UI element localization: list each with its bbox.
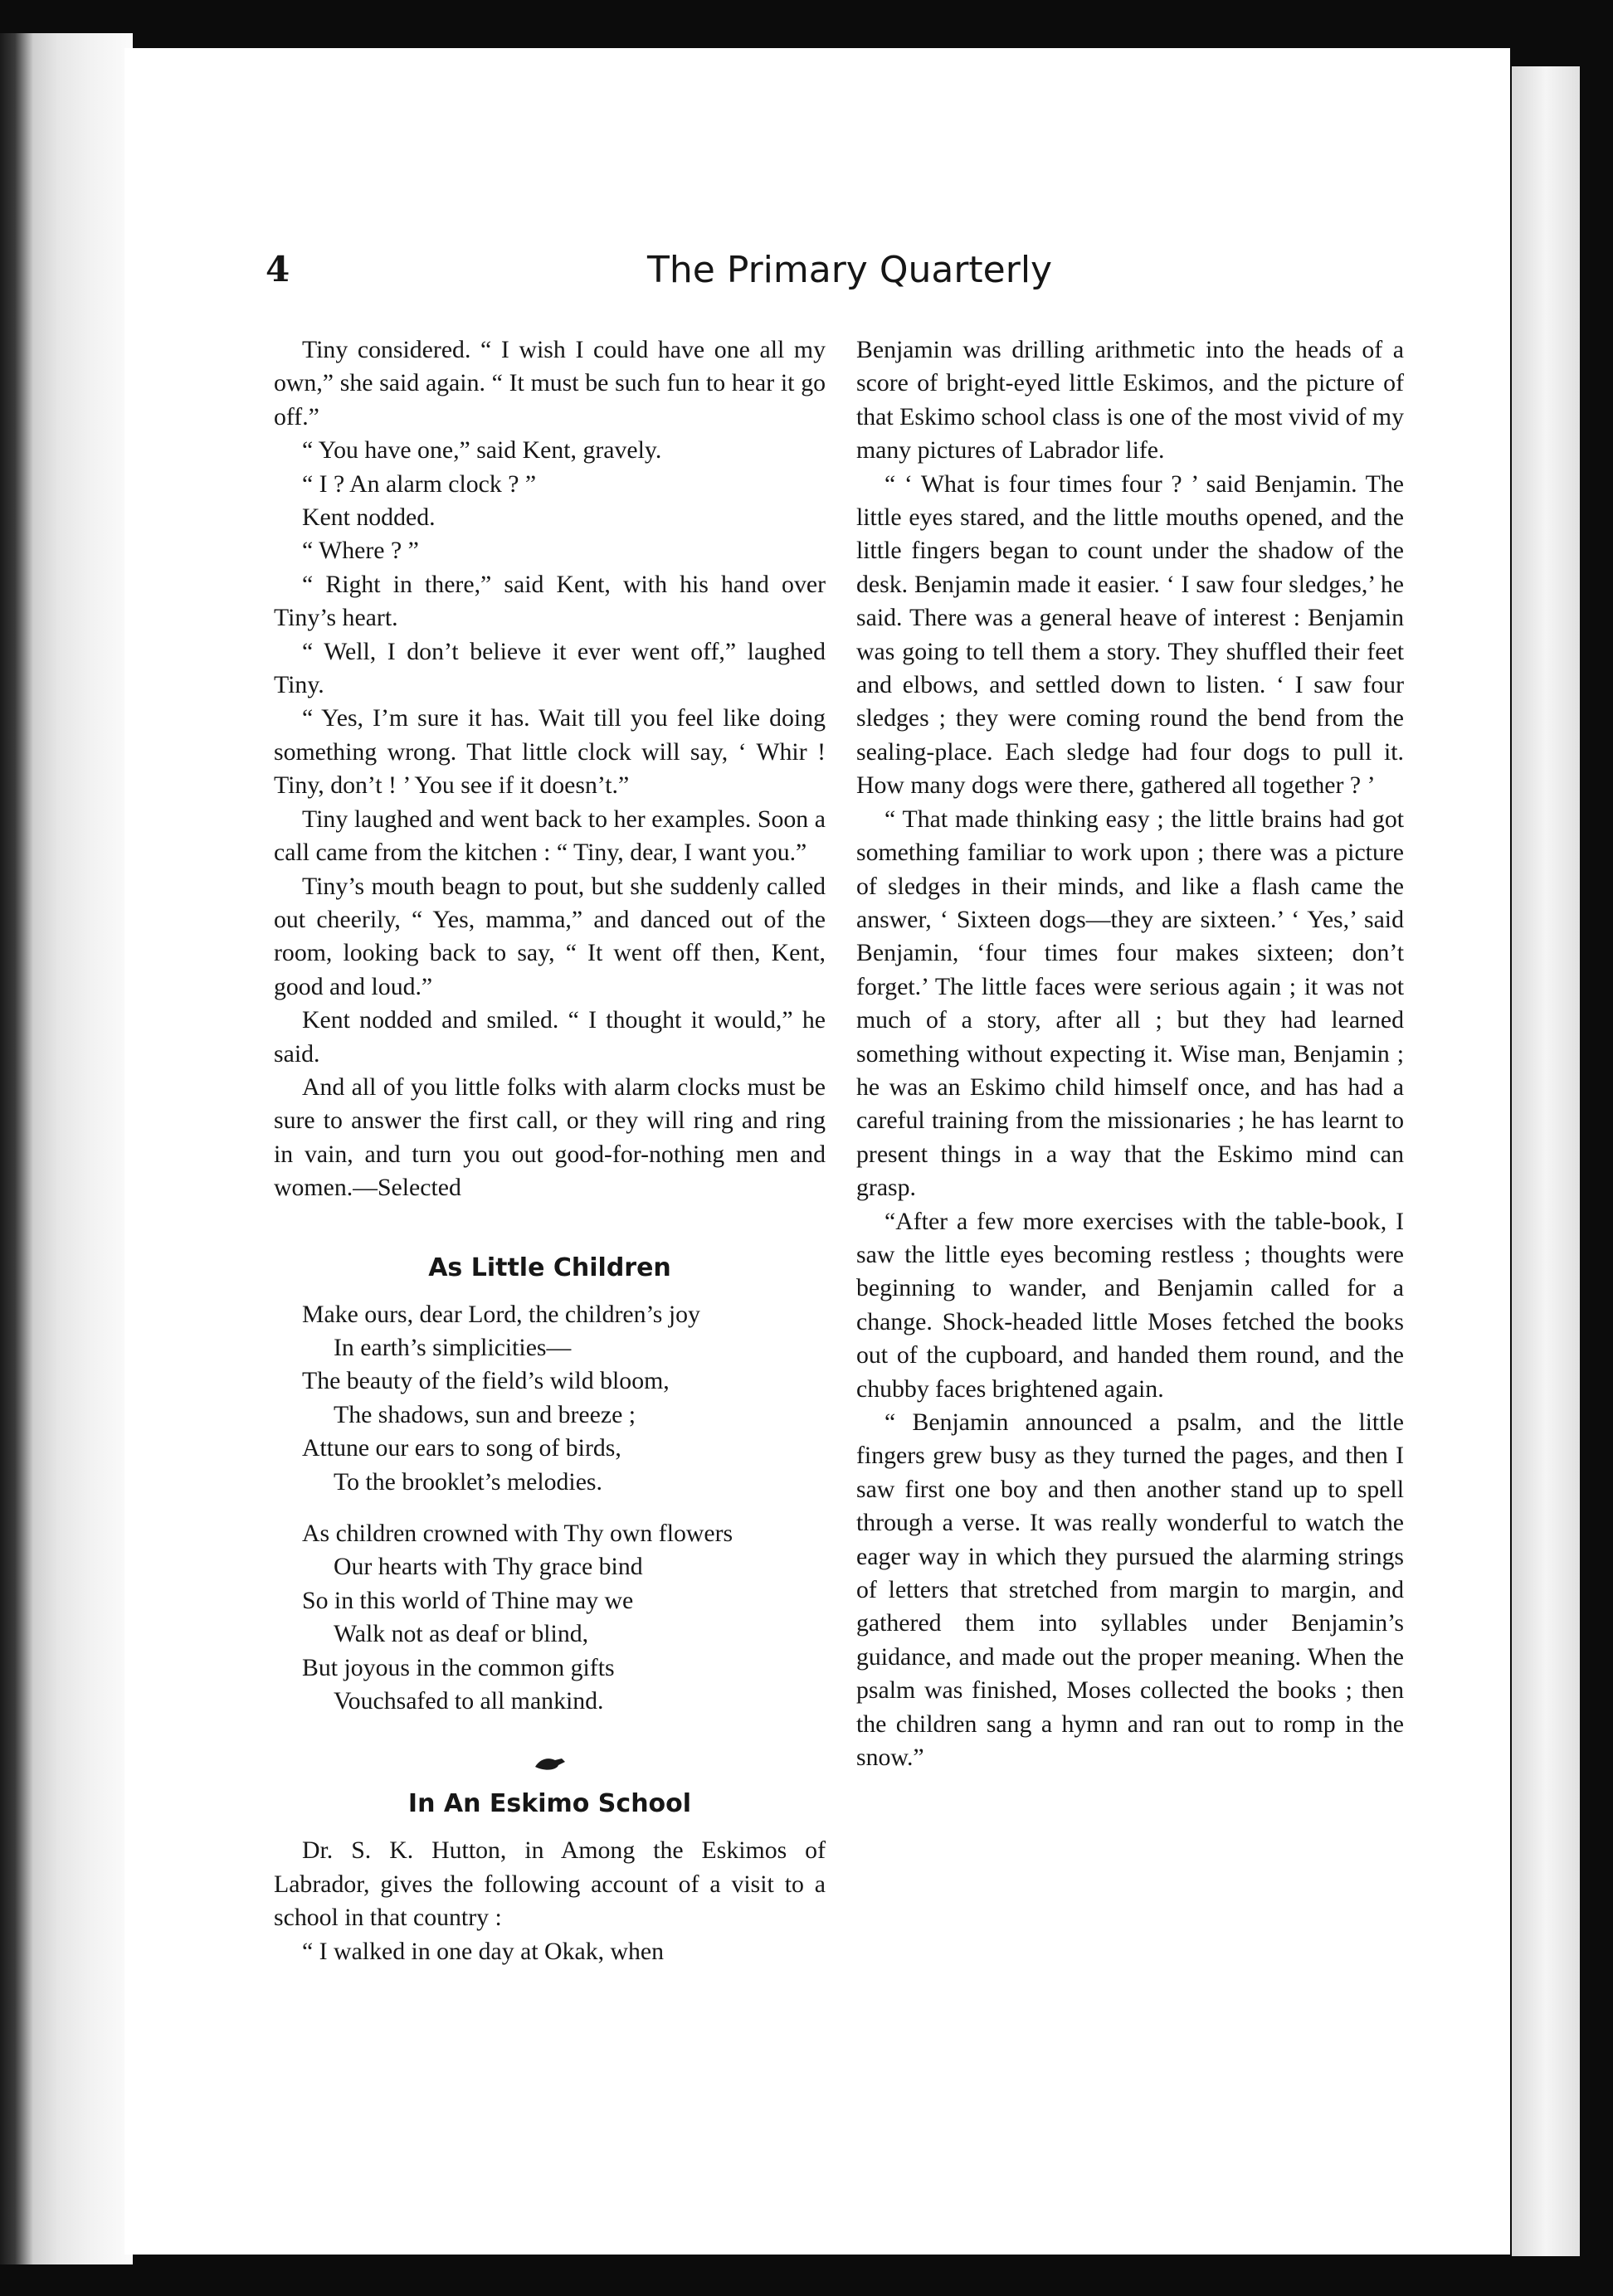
poem-stanza [302,1298,826,1499]
poem-line: As children crowned with Thy own flowers [302,1520,733,1547]
hand-ornament-icon [274,1749,826,1769]
running-header [266,249,1095,307]
paragraph: “ ‘ What is four times four ? ’ said Benjamin. The little eyes stared, and the little mouths opened, and the little fingers began to count under the shadow of the desk. Benjamin made it easier. ‘ I saw four sledges,’ he said. There was a general heave of interest : Benjamin was going to tell them a story. They shuffled their feet and elbows, and settled down to listen. ‘ I saw four sledges ; they were coming round the bend from the sealing-place. Each sledge had four dogs to pull it. How many dogs were there, gathered all together ? ’ [856,469,1404,800]
poem-line: Our hearts with Thy grace bind [334,1553,643,1581]
paragraph: “ Yes, I’m sure it has. Wait till you feel like doing something wrong. That little clock will say, ‘ Whir ! Tiny, don’t ! ’ You see if it doesn’t.” [274,704,826,800]
section-title: In An Eskimo School [407,1789,692,1819]
paragraph: Tiny laughed and went back to her examples. Soon a call came from the kitchen : “ Tiny, dear, I want you.” [274,805,826,867]
poem-line: Vouchsafed to all mankind. [334,1687,604,1715]
poem-line: So in this world of Thine may we [302,1586,634,1614]
poem-line: But joyous in the common gifts [302,1653,615,1681]
right-column [856,333,1404,1774]
poem-line: Make ours, dear Lord, the children’s joy [302,1300,700,1328]
poem-line: Attune our ears to song of birds, [302,1434,621,1462]
poem-line: In earth’s simplicities— [334,1333,572,1361]
poem-title: As Little Children [428,1253,671,1282]
book-page-edges [0,33,133,2264]
paragraph: “ I ? An alarm clock ? ” [302,469,537,498]
publication-title: The Primary Quarterly [647,249,1053,291]
poem-line: Walk not as deaf or blind, [334,1620,589,1648]
paragraph: “After a few more exercises with the table-book, I saw the little eyes becoming restless ; thoughts were beginning to wander, and Benjamin called for a change. Shock-headed little Moses fetched the books out of the cupboard, and handed them round, and the chubby faces brightened again. [856,1207,1404,1403]
facing-page-edge [1512,66,1580,2256]
poem-line: The shadows, sun and breeze ; [334,1400,636,1428]
paragraph: “ I walked in one day at Okak, when [302,1937,665,1965]
paragraph: Dr. S. K. Hutton, in Among the Eskimos of Labrador, gives the following account of a visit to a school in that country : [274,1836,826,1932]
paragraph: “ Right in there,” said Kent, with his hand over Tiny’s heart. [274,570,826,632]
paragraph: And all of you little folks with alarm clocks must be sure to answer the first call, or they will ring and ring in vain, and turn you out good-for-nothing men and women.—Selected [274,1073,826,1202]
paragraph: Kent nodded. [302,503,436,532]
left-column [274,333,826,1968]
paragraph: Tiny considered. “ I wish I could have one all my own,” she said again. “ It must be such fun to hear it go off.” [274,336,826,430]
paragraph: “ Benjamin announced a psalm, and the little fingers grew busy as they turned the pages, and then I saw first one boy and then another stand up to spell through a verse. It was really wonderful to watch the eager way in which they pursued the alarming strings of letters that stretched from margin to margin, and gathered them into syllables under Benjamin’s guidance, and made out the proper meaning. When the psalm was finished, Moses collected the books ; then the children sang a hymn and ran out to romp in the snow.” [856,1408,1404,1772]
paragraph: “ You have one,” said Kent, gravely. [302,436,662,465]
page-number: 4 [266,249,290,289]
paragraph: Kent nodded and smiled. “ I thought it would,” he said. [274,1006,826,1068]
poem-stanza [302,1517,826,1718]
poem [302,1298,826,1719]
paragraph: “ That made thinking easy ; the little brains had got something familiar to work upon ; there was a picture of sledges in their minds, and like a flash came the answer, ‘ Sixteen dogs—they are sixteen.’ ‘ Yes,’ said Benjamin, ‘four times four makes sixteen; don’t forget.’ The little faces were serious again ; it was not much of a story, after all ; but they had learned something without expecting it. Wise man, Benjamin ; he was an Eskimo child himself once, and has had a careful training from the missionaries ; he has learnt to present things in a way that the Eskimo mind can grasp. [856,805,1404,1202]
paragraph: Benjamin was drilling arithmetic into the heads of a score of bright-eyed little Eskimos, and the picture of that Eskimo school class is one of the most vivid of my many pictures of Labrador life. [856,336,1404,465]
poem-line: The beauty of the field’s wild bloom, [302,1367,670,1395]
paragraph: “ Well, I don’t believe it ever went off,” laughed Tiny. [274,637,826,699]
poem-line: To the brooklet’s melodies. [334,1467,602,1496]
paragraph: “ Where ? ” [302,537,419,565]
paragraph: Tiny’s mouth beagn to pout, but she suddenly called out cheerily, “ Yes, mamma,” and danced out of the room, looking back to say, “ It went off then, Kent, good and loud.” [274,872,826,1000]
